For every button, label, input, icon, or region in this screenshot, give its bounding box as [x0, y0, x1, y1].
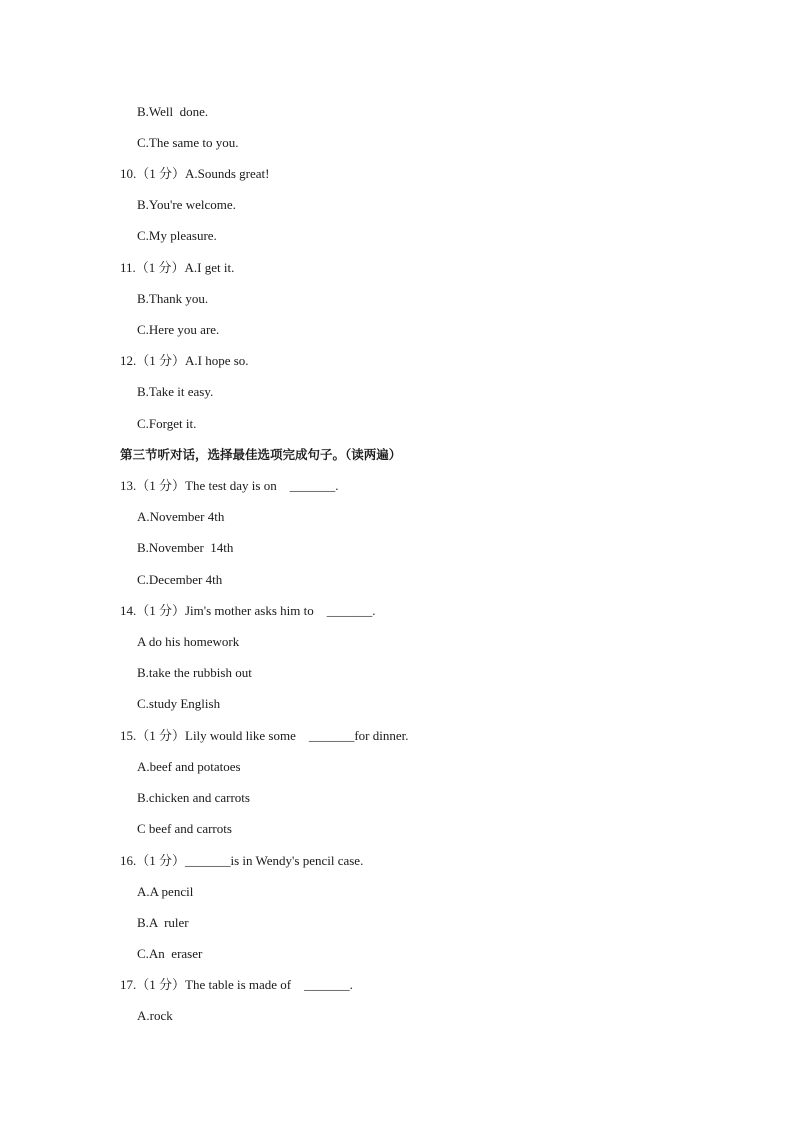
option-13a: A.November 4th — [137, 509, 225, 524]
question-10: 10.（1 分）A.Sounds great! — [120, 166, 270, 181]
question-17: 17.（1 分）The table is made of _______. — [120, 977, 353, 992]
option-16c: C.An eraser — [137, 946, 203, 961]
option-11b: B.Thank you. — [137, 291, 209, 306]
option-9c: C.The same to you. — [137, 135, 239, 150]
section-heading: 第三节听对话，选择最佳选项完成句子。（读两遍） — [120, 447, 402, 462]
question-14: 14.（1 分）Jim's mother asks him to _______. — [120, 603, 376, 618]
option-13c: C.December 4th — [137, 572, 223, 587]
option-11c: C.Here you are. — [137, 322, 220, 337]
option-16b: B.A ruler — [137, 915, 189, 930]
option-10c: C.My pleasure. — [137, 228, 217, 243]
option-13b: B.November 14th — [137, 540, 234, 555]
question-11: 11.（1 分）A.I get it. — [120, 260, 235, 275]
option-17a: A.rock — [137, 1008, 173, 1023]
question-13: 13.（1 分）The test day is on _______. — [120, 478, 339, 493]
option-14c: C.study English — [137, 696, 221, 711]
option-9b: B.Well done. — [137, 104, 209, 119]
option-14a: A do his homework — [137, 634, 240, 649]
question-12: 12.（1 分）A.I hope so. — [120, 353, 249, 368]
option-12b: B.Take it easy. — [137, 384, 214, 399]
question-16: 16.（1 分）_______is in Wendy's pencil case. — [120, 853, 364, 868]
option-15b: B.chicken and carrots — [137, 790, 250, 805]
question-15: 15.（1 分）Lily would like some _______for dinner. — [120, 728, 409, 743]
option-14b: B.take the rubbish out — [137, 665, 252, 680]
option-16a: A.A pencil — [137, 884, 194, 899]
option-10b: B.You're welcome. — [137, 197, 236, 212]
option-15c: C beef and carrots — [137, 821, 232, 836]
option-15a: A.beef and potatoes — [137, 759, 241, 774]
option-12c: C.Forget it. — [137, 416, 197, 431]
